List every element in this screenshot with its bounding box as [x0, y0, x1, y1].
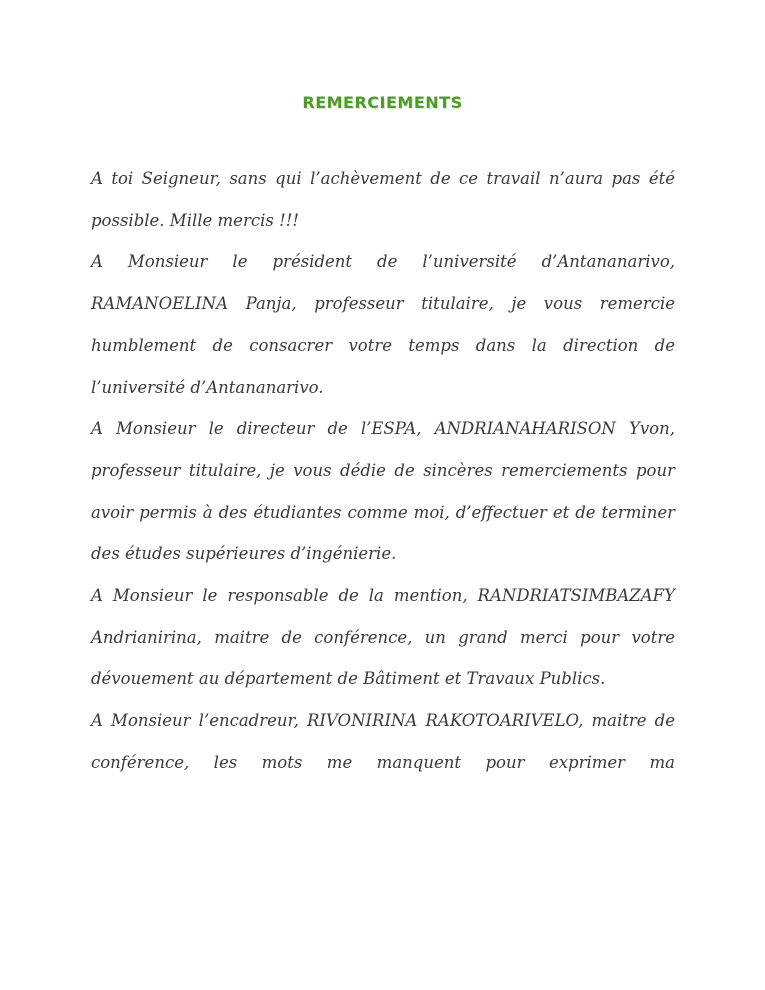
paragraph-directeur-espa: A Monsieur le directeur de l’ESPA, ANDRIANAHARISON Yvon, professeur titulaire, je vous dédie de sincères remerciements pour avoir permis à des étudiantes comme moi, d’effectuer et de terminer des études supérieures d’ingénierie.: [91, 419, 675, 564]
paragraph-president-universite: A Monsieur le président de l’université d’Antananarivo, RAMANOELINA Panja, professeur titulaire, je vous remercie humblement de consacrer votre temps dans la direction de l’université d’Antananarivo.: [91, 252, 675, 397]
paragraph-responsable-mention: A Monsieur le responsable de la mention, RANDRIATSIMBAZAFY Andrianirina, maitre de conférence, un grand merci pour votre dévouement au département de Bâtiment et Travaux Publics.: [91, 586, 675, 689]
paragraph-encadreur: A Monsieur l’encadreur, RIVONIRINA RAKOTOARIVELO, maitre de conférence, les mots me manquent pour exprimer ma: [91, 711, 675, 772]
acknowledgements-body: [91, 158, 675, 784]
page-title: REMERCIEMENTS: [302, 93, 463, 112]
paragraph-seigneur: A toi Seigneur, sans qui l’achèvement de ce travail n’aura pas été possible. Mille mercis !!!: [91, 169, 675, 230]
